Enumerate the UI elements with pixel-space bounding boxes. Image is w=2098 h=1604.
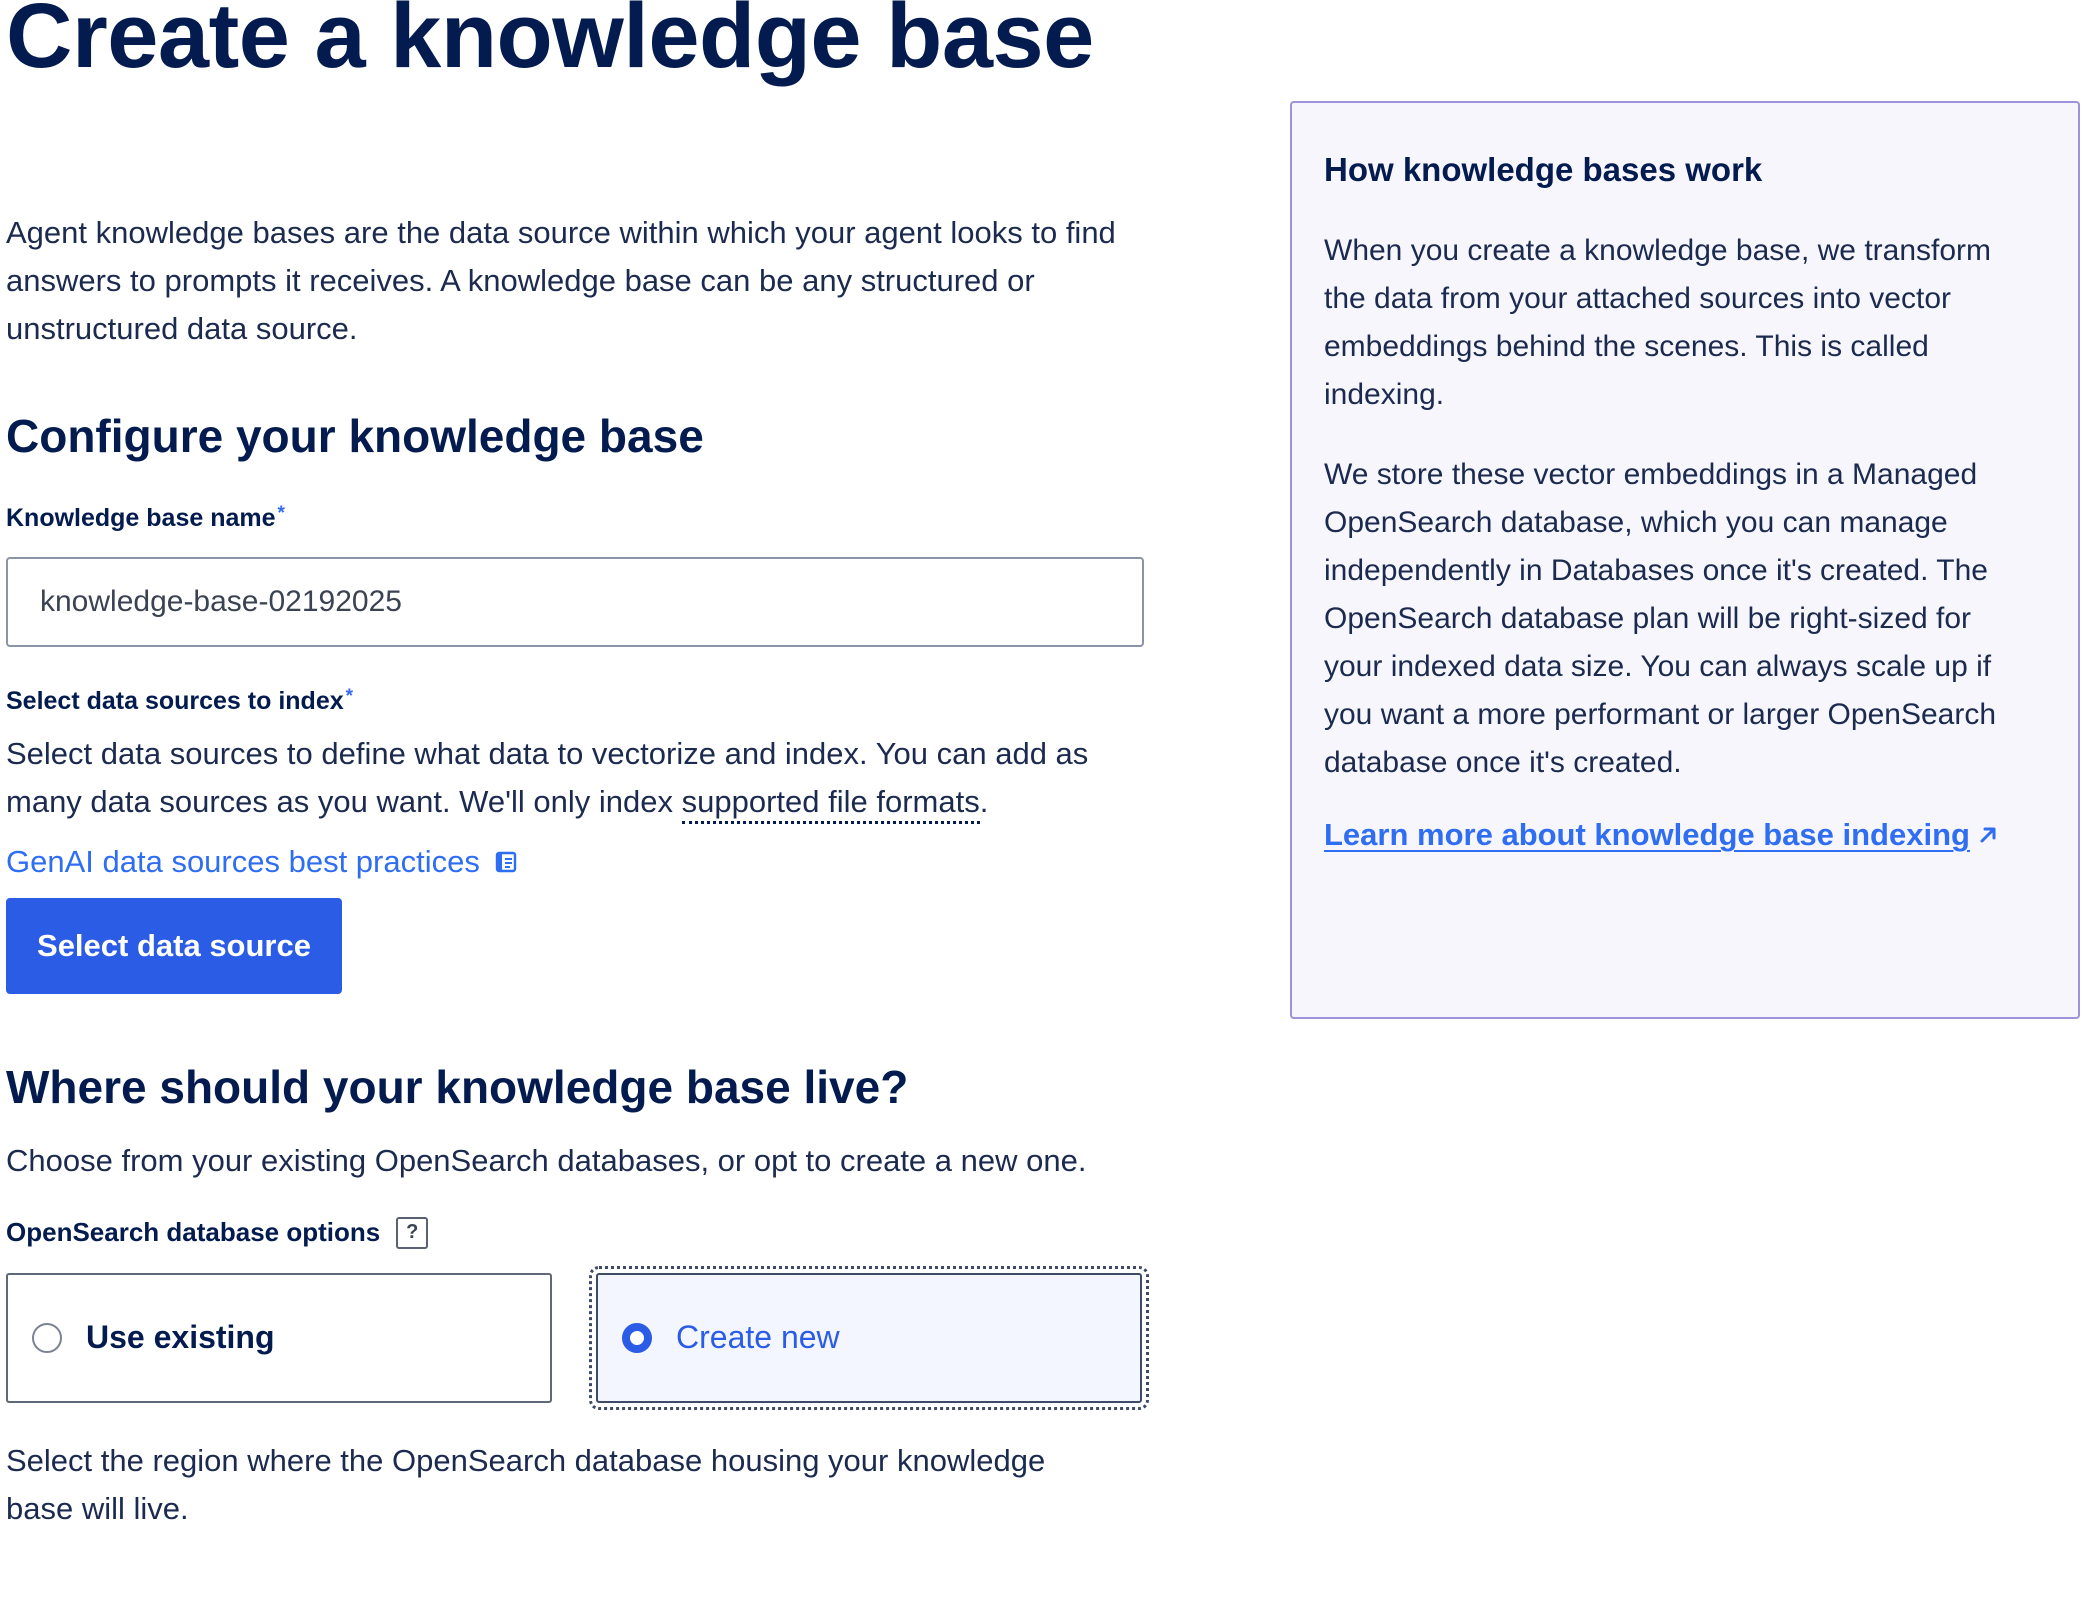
radio-selected-icon[interactable] <box>622 1323 652 1353</box>
learn-more-indexing-link-text: Learn more about knowledge base indexing <box>1324 817 1970 852</box>
sources-field-label <box>6 687 1156 716</box>
info-paragraph-indexing: When you create a knowledge base, we transform the data from your attached sources into vector embeddings behind the scenes. This is called indexing. <box>1324 234 1992 411</box>
database-options-group <box>6 1273 1156 1403</box>
option-use-existing-label: Use existing <box>86 1319 275 1356</box>
info-panel-title: How knowledge bases work <box>1324 151 1763 188</box>
help-icon[interactable]: ? <box>396 1217 428 1249</box>
sources-description <box>6 730 1146 826</box>
required-asterisk: * <box>277 502 285 524</box>
database-options-label <box>6 1217 1156 1249</box>
option-create-new-label: Create new <box>676 1319 840 1356</box>
info-panel <box>1290 101 2080 1019</box>
main-column <box>6 0 1156 1533</box>
configure-heading: Configure your knowledge base <box>6 409 704 462</box>
sources-description-text: Select data sources to define what data to vectorize and index. You can add as many data sources as you want. We'll only index <box>6 735 1089 819</box>
genai-best-practices-link[interactable] <box>6 844 518 880</box>
option-use-existing[interactable] <box>6 1273 552 1403</box>
option-create-new[interactable] <box>596 1273 1142 1403</box>
external-link-icon <box>1978 825 1998 845</box>
location-description: Choose from your existing OpenSearch databases, or opt to create a new one. <box>6 1142 1087 1178</box>
select-data-source-button[interactable]: Select data source <box>6 898 342 994</box>
genai-best-practices-link-text: GenAI data sources best practices <box>6 843 480 879</box>
required-asterisk: * <box>345 685 354 707</box>
intro-text: Agent knowledge bases are the data source within which your agent looks to find answers to prompts it receives. A knowledge base can be any structured or unstructured data source. <box>6 214 1116 346</box>
database-options-label-text: OpenSearch database options <box>6 1217 381 1248</box>
name-field-label-text: Knowledge base name <box>6 503 276 532</box>
name-field-label <box>6 504 1156 533</box>
region-description: Select the region where the OpenSearch database housing your knowledge base will live. <box>6 1442 1046 1526</box>
sources-description-end: . <box>979 783 989 819</box>
location-heading: Where should your knowledge base live? <box>6 1060 909 1113</box>
radio-unselected-icon[interactable] <box>32 1323 62 1353</box>
supported-file-formats-tooltip[interactable]: supported file formats <box>682 784 980 824</box>
sources-field-label-text: Select data sources to index <box>6 686 344 715</box>
knowledge-base-name-input[interactable] <box>6 557 1144 647</box>
page-title: Create a knowledge base <box>6 0 1094 87</box>
document-icon <box>494 850 518 874</box>
learn-more-indexing-link[interactable] <box>1324 817 1998 853</box>
info-paragraph-opensearch: We store these vector embeddings in a Managed OpenSearch database, which you can manage independently in Databases once it's created. The OpenSearch database plan will be right-sized for your indexed data size. You can always scale up if you want a more performant or larger OpenSearch database once it's created. <box>1324 458 1996 779</box>
